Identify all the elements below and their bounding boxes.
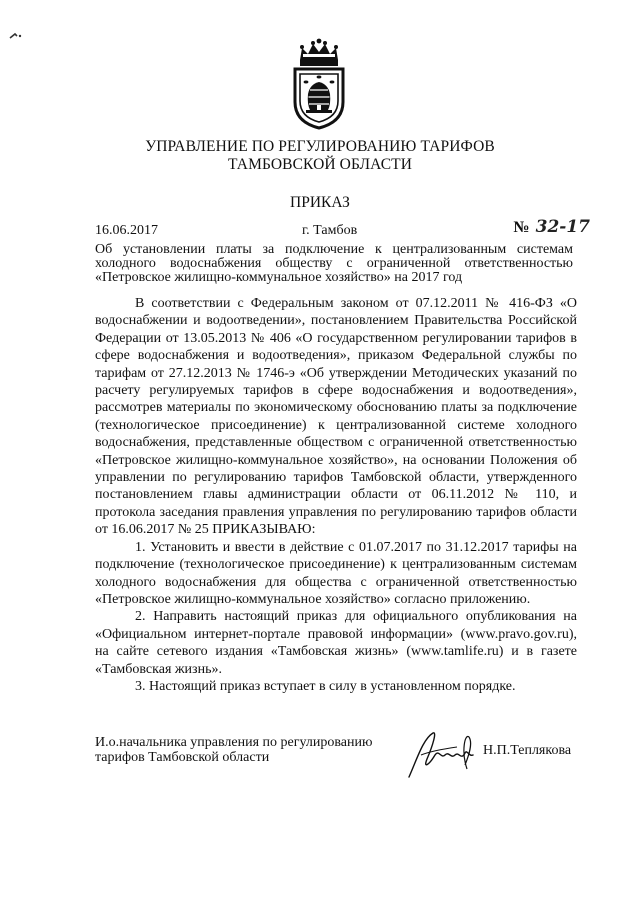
signer-title-line-2: тарифов Тамбовской области (95, 750, 270, 765)
signer-title-line-1: И.о.начальника управления по регулированию (95, 735, 373, 750)
coat-of-arms-icon (288, 38, 350, 130)
document-date: 16.06.2017 (95, 223, 158, 238)
handwritten-signature-icon (403, 725, 493, 783)
document-number (514, 218, 590, 237)
signature-block (95, 735, 585, 785)
document-subject: Об установлении платы за подключение к централизованным системам холодного водоснабжения обществу с ограниченной ответственностью «Петровское жилищно-коммунальное хозяйство» на 2017 год (95, 242, 573, 285)
item-1-paragraph: 1. Установить и ввести в действие с 01.07.2017 по 31.12.2017 тарифы на подключение (технологическое присоединение) к централизованным системам холодного водоснабжения для общества с ограниченной ответственностью «Петровское жилищно-коммунальное хозяйство» согласно приложению. (95, 539, 577, 607)
document-type: ПРИКАЗ (290, 194, 350, 211)
scan-mark-icon (8, 30, 24, 42)
document-meta (95, 217, 590, 244)
organization-title (90, 138, 550, 174)
document-city: г. Тамбов (302, 223, 358, 238)
item-3-paragraph: 3. Настоящий приказ вступает в силу в установленном порядке. (135, 678, 516, 694)
organization-line-2: ТАМБОВСКОЙ ОБЛАСТИ (228, 156, 412, 173)
number-label: № (513, 219, 530, 236)
document-body (95, 295, 577, 695)
signer-title (95, 735, 395, 765)
item-2-paragraph: 2. Направить настоящий приказ для официального опубликования на «Официальном интернет-портале правовой информации» (www.pravo.gov.ru), на сайте сетевого издания «Тамбовская жизнь» (www.tamlife.ru) и в газете «Тамбовская жизнь». (95, 609, 577, 677)
signer-name: Н.П.Теплякова (483, 743, 572, 758)
number-value: 32-17 (535, 217, 590, 237)
organization-line-1: УПРАВЛЕНИЕ ПО РЕГУЛИРОВАНИЮ ТАРИФОВ (145, 138, 495, 155)
preamble-paragraph: В соответствии с Федеральным законом от 07.12.2011 № 416-ФЗ «О водоснабжении и водоотведении», постановлением Правительства Российской Федерации от 13.05.2013 № 406 «О государственном регулировании тарифов в сфере водоснабжения и водоотведения», приказом Федеральной службы по тарифам от 27.12.2013 № 1746-э «Об утверждении Методических указаний по расчету регулируемых тарифов в сфере водоснабжения и водоотведения», рассмотрев материалы по экономическому обоснованию платы за подключение (технологическое присоединение) к централизованной системе холодного водоснабжения, представленные обществом с ограниченной ответственностью «Петровское жилищно-коммунальное хозяйство», на основании Положения об управлении по регулированию тарифов Тамбовской области, утвержденного постановлением главы администрации области от 06.11.2012 № 110, и протокола заседания правления управления по регулированию тарифов области от 16.06.2017 № 25 ПРИКАЗЫВАЮ: (95, 296, 577, 538)
